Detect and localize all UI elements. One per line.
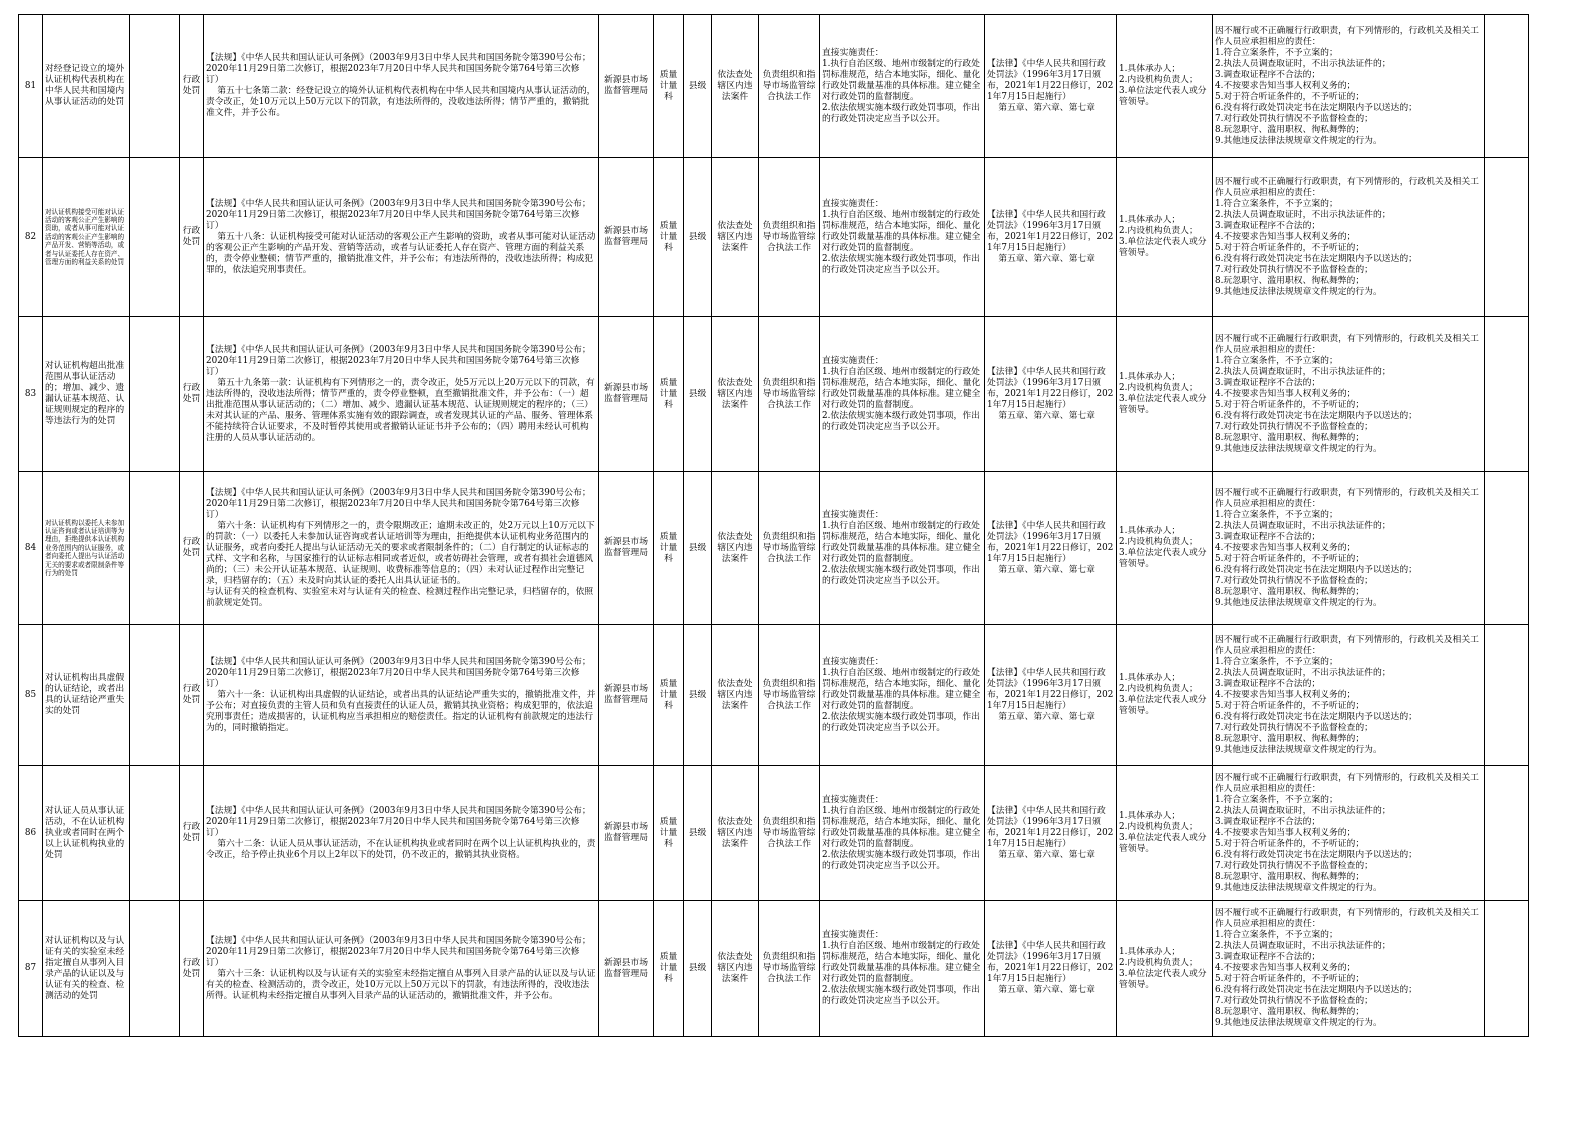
acc-line: 4.不按要求告知当事人权利义务的； — [1215, 80, 1356, 91]
acc-line: 3.调查取证程序不合法的； — [1215, 816, 1321, 827]
responsible-persons — [1117, 766, 1213, 901]
row-number: 81 — [19, 15, 43, 158]
row-number: 86 — [19, 766, 43, 901]
acc-line: 7.对行政处罚执行情况不予监督检查的； — [1215, 421, 1373, 432]
acc-line: 2.执法人员调查取证时，不出示执法证件的； — [1215, 941, 1391, 951]
acc-line: 9.其他违反法律法规规章文件规定的行为。 — [1215, 597, 1382, 608]
acc-line: 7.对行政处罚执行情况不予监督检查的； — [1215, 860, 1373, 871]
power-list-table — [18, 14, 1529, 1037]
legal-basis: 【法规】《中华人民共和国认证认可条例》（2003年9月3日中华人民共和国国务院令第390号公布；2020年11月29日第二次修订，根据2023年7月20日中华人民共和国国务院令第764号第三次修订） 第六十条：认证机构有下列情形之一的，责令限期改正；逾期未改正的，处2万元以上10万元以下的罚款：（一）以委托人未参加认证咨询或者认证培训等为理由，拒绝提供本认证机构业务范围内的认证服务，或者向委托人提出与认证活动无关的要求或者限制条件的；（二）自行制定的认证标志的式样、文字和名称，与国家推行的认证标志相同或者近似，或者妨碍社会管理，或者有损社会道德风尚的；（三）未公开认证基本规范、认证规则、收费标准等信息的；（四）未对认证过程作出完整记录，归档留存的；（五）未及时向其认证的委托人出具认证证书的。 与认证有关的检查机构、实验室未对与认证有关的检查、检测过程作出完整记录，归档留存的，依照前款规定处罚。 — [204, 472, 599, 625]
acc-line: 9.其他违反法律法规规章文件规定的行为。 — [1215, 135, 1382, 146]
acc-line: 4.不按要求告知当事人权利义务的； — [1215, 231, 1356, 242]
acc-line: 2.执法人员调查取证时，不出示执法证件的； — [1215, 58, 1391, 69]
person-line: 3.单位法定代表人或分管领导。 — [1119, 548, 1207, 569]
administrative-level: 县级 — [684, 901, 712, 1037]
table-row — [19, 766, 1529, 901]
responsible-office: 质量计量科 — [654, 158, 684, 317]
jurisdiction-scope: 依法查处辖区内违法案件 — [712, 766, 759, 901]
person-line: 1.具体承办人； — [1119, 372, 1181, 382]
person-line: 2.内设机构负责人； — [1119, 957, 1198, 968]
empty-cell — [130, 15, 180, 158]
responsibility-items — [820, 625, 985, 766]
implementing-department: 新源县市场监督管理局 — [599, 472, 654, 625]
person-line: 2.内设机构负责人； — [1119, 383, 1198, 393]
duty-line: 2.依法依规实施本级行政处罚事项，作出的行政处罚决定应当予以公开。 — [822, 253, 980, 275]
person-line: 3.单位法定代表人或分管领导。 — [1119, 86, 1207, 107]
person-line: 1.具体承办人； — [1119, 811, 1181, 821]
acc-line: 因不履行或不正确履行行政职责，有下列情形的，行政机关及相关工作人员应承担相应的责任： — [1215, 25, 1479, 47]
item-name: 对认证机构以委托人未参加认证咨询或者认证培训等为理由，拒绝提供本认证机构业务范围内的认证服务，或者向委托人提出与认证活动无关的要求或者限制条件等行为的处罚 — [43, 472, 130, 625]
person-line: 3.单位法定代表人或分管领导。 — [1119, 237, 1207, 258]
jurisdiction-scope: 依法查处辖区内违法案件 — [712, 317, 759, 472]
accountability-basis: 【法律】《中华人民共和国行政处罚法》（1996年3月17日颁布，2021年1月22日修订，2021年7月15日起施行） 第五章、第六章、第七章 — [985, 625, 1117, 766]
acc-line: 6.没有将行政处罚决定书在法定期限内予以送达的； — [1215, 102, 1417, 113]
acc-line: 3.调查取证程序不合法的； — [1215, 220, 1321, 231]
jurisdiction-scope: 依法查处辖区内违法案件 — [712, 625, 759, 766]
row-number: 83 — [19, 317, 43, 472]
jurisdiction-scope: 依法查处辖区内违法案件 — [712, 472, 759, 625]
item-type: 行政处罚 — [180, 472, 204, 625]
administrative-level: 县级 — [684, 158, 712, 317]
acc-line: 因不履行或不正确履行行政职责，有下列情形的，行政机关及相关工作人员应承担相应的责任： — [1215, 487, 1479, 509]
item-name: 对认证机构出具虚假的认证结论，或者出具的认证结论严重失实的处罚 — [43, 625, 130, 766]
table-body — [19, 15, 1529, 1037]
acc-line: 6.没有将行政处罚决定书在法定期限内予以送达的； — [1215, 564, 1417, 575]
implementing-department: 新源县市场监督管理局 — [599, 158, 654, 317]
department-role: 负责组织和指导市场监管综合执法工作 — [759, 15, 820, 158]
acc-line: 5.对于符合听证条件的，不予听证的； — [1215, 242, 1365, 253]
person-line: 3.单位法定代表人或分管领导。 — [1119, 833, 1207, 854]
implementing-department: 新源县市场监督管理局 — [599, 766, 654, 901]
row-number: 84 — [19, 472, 43, 625]
accountability-basis: 【法律】《中华人民共和国行政处罚法》（1996年3月17日颁布，2021年1月22日修订，2021年7月15日起施行） 第五章、第六章、第七章 — [985, 15, 1117, 158]
acc-line: 8.玩忽职守、滥用职权、徇私舞弊的； — [1215, 1007, 1365, 1017]
acc-line: 1.符合立案条件，不予立案的； — [1215, 794, 1338, 805]
administrative-level: 县级 — [684, 766, 712, 901]
duty-line: 直接实施责任： — [822, 355, 884, 366]
responsible-persons — [1117, 901, 1213, 1037]
acc-line: 5.对于符合听证条件的，不予听证的； — [1215, 700, 1365, 711]
person-line: 3.单位法定代表人或分管领导。 — [1119, 695, 1207, 716]
accountability-basis: 【法律】《中华人民共和国行政处罚法》（1996年3月17日颁布，2021年1月22日修订，2021年7月15日起施行） 第五章、第六章、第七章 — [985, 472, 1117, 625]
acc-line: 9.其他违反法律法规规章文件规定的行为。 — [1215, 1018, 1382, 1028]
acc-line: 6.没有将行政处罚决定书在法定期限内予以送达的； — [1215, 253, 1417, 264]
responsibility-items — [820, 472, 985, 625]
acc-line: 6.没有将行政处罚决定书在法定期限内予以送达的； — [1215, 711, 1417, 722]
responsible-persons — [1117, 472, 1213, 625]
acc-line: 5.对于符合听证条件的，不予听证的； — [1215, 838, 1365, 849]
accountability-basis: 【法律】《中华人民共和国行政处罚法》（1996年3月17日颁布，2021年1月22日修订，2021年7月15日起施行） 第五章、第六章、第七章 — [985, 158, 1117, 317]
responsible-persons — [1117, 158, 1213, 317]
remarks-cell — [1485, 317, 1529, 472]
acc-line: 3.调查取证程序不合法的； — [1215, 377, 1321, 388]
empty-cell — [130, 901, 180, 1037]
acc-line: 1.符合立案条件，不予立案的； — [1215, 930, 1338, 940]
accountability-basis: 【法律】《中华人民共和国行政处罚法》（1996年3月17日颁布，2021年1月22日修订，2021年7月15日起施行） 第五章、第六章、第七章 — [985, 317, 1117, 472]
acc-line: 9.其他违反法律法规规章文件规定的行为。 — [1215, 882, 1382, 893]
table-row — [19, 158, 1529, 317]
legal-basis: 【法规】《中华人民共和国认证认可条例》（2003年9月3日中华人民共和国国务院令第390号公布；2020年11月29日第二次修订，根据2023年7月20日中华人民共和国国务院令第764号第三次修订） 第六十二条：认证人员从事认证活动，不在认证机构执业或者同时在两个以上认证机构执业的，责令改正，给予停止执业6个月以上2年以下的处罚，仍不改正的，撤销其执业资格。 — [204, 766, 599, 901]
responsible-persons — [1117, 317, 1213, 472]
accountability-situations — [1213, 317, 1485, 472]
acc-line: 1.符合立案条件，不予立案的； — [1215, 656, 1338, 667]
empty-cell — [130, 625, 180, 766]
acc-line: 8.玩忽职守、滥用职权、徇私舞弊的； — [1215, 733, 1365, 744]
accountability-situations — [1213, 766, 1485, 901]
duty-line: 2.依法依规实施本级行政处罚事项，作出的行政处罚决定应当予以公开。 — [822, 564, 980, 586]
person-line: 1.具体承办人； — [1119, 946, 1181, 957]
remarks-cell — [1485, 472, 1529, 625]
person-line: 2.内设机构负责人； — [1119, 75, 1198, 85]
responsible-office: 质量计量科 — [654, 766, 684, 901]
acc-line: 7.对行政处罚执行情况不予监督检查的； — [1215, 575, 1373, 586]
responsibility-items — [820, 158, 985, 317]
acc-line: 6.没有将行政处罚决定书在法定期限内予以送达的； — [1215, 985, 1417, 995]
empty-cell — [130, 472, 180, 625]
duty-line: 1.执行自治区级、地州市级制定的行政处罚标准规范，结合本地实际，细化、量化行政处罚裁量基准的具体标准。建立健全对行政处罚的监督制度。 — [822, 520, 981, 564]
responsible-persons — [1117, 625, 1213, 766]
acc-line: 5.对于符合听证条件的，不予听证的； — [1215, 399, 1365, 410]
item-type: 行政处罚 — [180, 625, 204, 766]
responsibility-items — [820, 766, 985, 901]
acc-line: 8.玩忽职守、滥用职权、徇私舞弊的； — [1215, 275, 1365, 286]
item-name: 对认证机构以及与认证有关的实验室未经指定擅自从事列入目录产品的认证以及与认证有关的检查、检测活动的处罚 — [43, 901, 130, 1037]
table-row — [19, 317, 1529, 472]
acc-line: 7.对行政处罚执行情况不予监督检查的； — [1215, 722, 1373, 733]
acc-line: 8.玩忽职守、滥用职权、徇私舞弊的； — [1215, 871, 1365, 882]
person-line: 1.具体承办人； — [1119, 673, 1181, 683]
implementing-department: 新源县市场监督管理局 — [599, 15, 654, 158]
legal-basis: 【法规】《中华人民共和国认证认可条例》（2003年9月3日中华人民共和国国务院令第390号公布；2020年11月29日第二次修订，根据2023年7月20日中华人民共和国国务院令第764号第三次修订） 第六十一条：认证机构出具虚假的认证结论，或者出具的认证结论严重失实的，撤销批准文件，并予公布；对直接负责的主管人员和负有直接责任的认证人员，撤销其执业资格；构成犯罪的，依法追究刑事责任；造成损害的，认证机构应当承担相应的赔偿责任。指定的认证机构有前款规定的违法行为的，同时撤销指定。 — [204, 625, 599, 766]
acc-line: 7.对行政处罚执行情况不予监督检查的； — [1215, 264, 1373, 275]
accountability-situations — [1213, 158, 1485, 317]
duty-line: 1.执行自治区级、地州市级制定的行政处罚标准规范，结合本地实际，细化、量化行政处罚裁量基准的具体标准。建立健全对行政处罚的监督制度。 — [822, 366, 981, 410]
implementing-department: 新源县市场监督管理局 — [599, 625, 654, 766]
department-role: 负责组织和指导市场监管综合执法工作 — [759, 766, 820, 901]
acc-line: 因不履行或不正确履行行政职责，有下列情形的，行政机关及相关工作人员应承担相应的责任： — [1215, 908, 1479, 929]
duty-line: 1.执行自治区级、地州市级制定的行政处罚标准规范，结合本地实际，细化、量化行政处罚裁量基准的具体标准。建立健全对行政处罚的监督制度。 — [822, 667, 981, 711]
acc-line: 4.不按要求告知当事人权利义务的； — [1215, 827, 1356, 838]
remarks-cell — [1485, 901, 1529, 1037]
acc-line: 6.没有将行政处罚决定书在法定期限内予以送达的； — [1215, 849, 1417, 860]
responsible-office: 质量计量科 — [654, 15, 684, 158]
remarks-cell — [1485, 766, 1529, 901]
item-type: 行政处罚 — [180, 158, 204, 317]
duty-line: 直接实施责任： — [822, 198, 884, 209]
acc-line: 3.调查取证程序不合法的； — [1215, 952, 1321, 962]
table-row — [19, 901, 1529, 1037]
empty-cell — [130, 158, 180, 317]
acc-line: 3.调查取证程序不合法的； — [1215, 69, 1321, 80]
acc-line: 3.调查取证程序不合法的； — [1215, 531, 1321, 542]
acc-line: 9.其他违反法律法规规章文件规定的行为。 — [1215, 443, 1382, 454]
acc-line: 1.符合立案条件，不予立案的； — [1215, 47, 1338, 58]
acc-line: 6.没有将行政处罚决定书在法定期限内予以送达的； — [1215, 410, 1417, 421]
duty-line: 直接实施责任： — [822, 794, 884, 805]
acc-line: 2.执法人员调查取证时，不出示执法证件的； — [1215, 805, 1391, 816]
acc-line: 8.玩忽职守、滥用职权、徇私舞弊的； — [1215, 432, 1365, 443]
acc-line: 因不履行或不正确履行行政职责，有下列情形的，行政机关及相关工作人员应承担相应的责任： — [1215, 772, 1479, 794]
item-name: 对经登记设立的境外认证机构代表机构在中华人民共和国境内从事认证活动的处罚 — [43, 15, 130, 158]
item-name: 对认证机构超出批准范围从事认证活动的；增加、减少、遗漏认证基本规范、认证规则规定的程序的等违法行为的处罚 — [43, 317, 130, 472]
table-row — [19, 472, 1529, 625]
item-name: 对认证人员从事认证活动，不在认证机构执业或者同时在两个以上认证机构执业的处罚 — [43, 766, 130, 901]
acc-line: 1.符合立案条件，不予立案的； — [1215, 509, 1338, 520]
person-line: 1.具体承办人； — [1119, 64, 1181, 74]
person-line: 3.单位法定代表人或分管领导。 — [1119, 394, 1207, 415]
implementing-department: 新源县市场监督管理局 — [599, 901, 654, 1037]
acc-line: 8.玩忽职守、滥用职权、徇私舞弊的； — [1215, 124, 1365, 135]
duty-line: 2.依法依规实施本级行政处罚事项，作出的行政处罚决定应当予以公开。 — [822, 102, 980, 124]
person-line: 2.内设机构负责人； — [1119, 822, 1198, 832]
accountability-situations — [1213, 15, 1485, 158]
duty-line: 1.执行自治区级、地州市级制定的行政处罚标准规范，结合本地实际，细化、量化行政处罚裁量基准的具体标准。建立健全对行政处罚的监督制度。 — [822, 209, 981, 253]
administrative-level: 县级 — [684, 625, 712, 766]
responsible-office: 质量计量科 — [654, 901, 684, 1037]
responsibility-items — [820, 317, 985, 472]
duty-line: 2.依法依规实施本级行政处罚事项，作出的行政处罚决定应当予以公开。 — [822, 985, 980, 1006]
person-line: 2.内设机构负责人； — [1119, 226, 1198, 236]
accountability-situations — [1213, 901, 1485, 1037]
responsible-office: 质量计量科 — [654, 472, 684, 625]
department-role: 负责组织和指导市场监管综合执法工作 — [759, 625, 820, 766]
acc-line: 因不履行或不正确履行行政职责，有下列情形的，行政机关及相关工作人员应承担相应的责任： — [1215, 333, 1479, 355]
item-name: 对认证机构接受可能对认证活动的客观公正产生影响的资助，或者从事可能对认证活动的客观公正产生影响的产品开发、营销等活动，或者与认证委托人存在资产、管理方面的利益关系的处罚 — [43, 158, 130, 317]
acc-line: 4.不按要求告知当事人权利义务的； — [1215, 963, 1356, 973]
person-line: 2.内设机构负责人； — [1119, 684, 1198, 694]
legal-basis: 【法规】《中华人民共和国认证认可条例》（2003年9月3日中华人民共和国国务院令第390号公布；2020年11月29日第二次修订，根据2023年7月20日中华人民共和国国务院令第764号第三次修订） 第五十八条：认证机构接受可能对认证活动的客观公正产生影响的资助，或者从事可能对认证活动的客观公正产生影响的产品开发、营销等活动，或者与认证委托人存在资产、管理方面的利益关系的，责令停业整顿；情节严重的，撤销批准文件，并予公布；有违法所得的，没收违法所得；构成犯罪的，依法追究刑事责任。 — [204, 158, 599, 317]
accountability-situations — [1213, 472, 1485, 625]
jurisdiction-scope: 依法查处辖区内违法案件 — [712, 158, 759, 317]
row-number: 82 — [19, 158, 43, 317]
administrative-level: 县级 — [684, 317, 712, 472]
table-row — [19, 15, 1529, 158]
person-line: 1.具体承办人； — [1119, 215, 1181, 225]
implementing-department: 新源县市场监督管理局 — [599, 317, 654, 472]
responsibility-items — [820, 15, 985, 158]
person-line: 2.内设机构负责人； — [1119, 537, 1198, 547]
responsibility-items — [820, 901, 985, 1037]
remarks-cell — [1485, 15, 1529, 158]
acc-line: 1.符合立案条件，不予立案的； — [1215, 198, 1338, 209]
acc-line: 因不履行或不正确履行行政职责，有下列情形的，行政机关及相关工作人员应承担相应的责任： — [1215, 634, 1479, 656]
document-page — [18, 14, 1528, 1037]
acc-line: 5.对于符合听证条件的，不予听证的； — [1215, 553, 1365, 564]
duty-line: 直接实施责任： — [822, 930, 884, 940]
duty-line: 1.执行自治区级、地州市级制定的行政处罚标准规范，结合本地实际，细化、量化行政处罚裁量基准的具体标准。建立健全对行政处罚的监督制度。 — [822, 941, 981, 984]
row-number: 85 — [19, 625, 43, 766]
acc-line: 4.不按要求告知当事人权利义务的； — [1215, 542, 1356, 553]
duty-line: 2.依法依规实施本级行政处罚事项，作出的行政处罚决定应当予以公开。 — [822, 711, 980, 733]
duty-line: 1.执行自治区级、地州市级制定的行政处罚标准规范，结合本地实际，细化、量化行政处罚裁量基准的具体标准。建立健全对行政处罚的监督制度。 — [822, 58, 981, 102]
administrative-level: 县级 — [684, 472, 712, 625]
department-role: 负责组织和指导市场监管综合执法工作 — [759, 472, 820, 625]
duty-line: 2.依法依规实施本级行政处罚事项，作出的行政处罚决定应当予以公开。 — [822, 410, 980, 432]
item-type: 行政处罚 — [180, 317, 204, 472]
person-line: 3.单位法定代表人或分管领导。 — [1119, 968, 1207, 990]
jurisdiction-scope: 依法查处辖区内违法案件 — [712, 15, 759, 158]
acc-line: 7.对行政处罚执行情况不予监督检查的； — [1215, 113, 1373, 124]
item-type: 行政处罚 — [180, 766, 204, 901]
acc-line: 4.不按要求告知当事人权利义务的； — [1215, 689, 1356, 700]
responsible-office: 质量计量科 — [654, 317, 684, 472]
duty-line: 2.依法依规实施本级行政处罚事项，作出的行政处罚决定应当予以公开。 — [822, 849, 980, 871]
responsible-persons — [1117, 15, 1213, 158]
remarks-cell — [1485, 158, 1529, 317]
duty-line: 直接实施责任： — [822, 509, 884, 520]
administrative-level: 县级 — [684, 15, 712, 158]
legal-basis: 【法规】《中华人民共和国认证认可条例》（2003年9月3日中华人民共和国国务院令第390号公布；2020年11月29日第二次修订，根据2023年7月20日中华人民共和国国务院令第764号第三次修订） 第五十七条第二款：经登记设立的境外认证机构代表机构在中华人民共和国境内从事认证活动的，责令改正，处10万元以上50万元以下的罚款，有违法所得的，没收违法所得；情节严重的，撤销批准文件，并予公布。 — [204, 15, 599, 158]
item-type: 行政处罚 — [180, 15, 204, 158]
acc-line: 9.其他违反法律法规规章文件规定的行为。 — [1215, 744, 1382, 755]
acc-line: 7.对行政处罚执行情况不予监督检查的； — [1215, 996, 1373, 1006]
empty-cell — [130, 317, 180, 472]
person-line: 1.具体承办人； — [1119, 526, 1181, 536]
department-role: 负责组织和指导市场监管综合执法工作 — [759, 158, 820, 317]
accountability-basis: 【法律】《中华人民共和国行政处罚法》（1996年3月17日颁布，2021年1月22日修订，2021年7月15日起施行） 第五章、第六章、第七章 — [985, 901, 1117, 1037]
acc-line: 9.其他违反法律法规规章文件规定的行为。 — [1215, 286, 1382, 297]
duty-line: 1.执行自治区级、地州市级制定的行政处罚标准规范，结合本地实际，细化、量化行政处罚裁量基准的具体标准。建立健全对行政处罚的监督制度。 — [822, 805, 981, 849]
acc-line: 5.对于符合听证条件的，不予听证的； — [1215, 91, 1365, 102]
acc-line: 1.符合立案条件，不予立案的； — [1215, 355, 1338, 366]
acc-line: 8.玩忽职守、滥用职权、徇私舞弊的； — [1215, 586, 1365, 597]
empty-cell — [130, 766, 180, 901]
acc-line: 2.执法人员调查取证时，不出示执法证件的； — [1215, 667, 1391, 678]
remarks-cell — [1485, 625, 1529, 766]
accountability-basis: 【法律】《中华人民共和国行政处罚法》（1996年3月17日颁布，2021年1月22日修订，2021年7月15日起施行） 第五章、第六章、第七章 — [985, 766, 1117, 901]
table-row — [19, 625, 1529, 766]
item-type: 行政处罚 — [180, 901, 204, 1037]
duty-line: 直接实施责任： — [822, 656, 884, 667]
legal-basis: 【法规】《中华人民共和国认证认可条例》（2003年9月3日中华人民共和国国务院令第390号公布；2020年11月29日第二次修订，根据2023年7月20日中华人民共和国国务院令第764号第三次修订） 第五十九条第一款：认证机构有下列情形之一的，责令改正，处5万元以上20万元以下的罚款，有违法所得的，没收违法所得；情节严重的，责令停业整顿，直至撤销批准文件，并予公布：（一）超出批准范围从事认证活动的；（二）增加、减少、遗漏认证基本规范、认证规则规定的程序的；（三）未对其认证的产品、服务、管理体系实施有效的跟踪调查，或者发现其认证的产品、服务、管理体系不能持续符合认证要求，不及时暂停其使用或者撤销认证证书并予公布的；（四）聘用未经认可机构注册的人员从事认证活动的。 — [204, 317, 599, 472]
responsible-office: 质量计量科 — [654, 625, 684, 766]
duty-line: 直接实施责任： — [822, 47, 884, 58]
row-number: 87 — [19, 901, 43, 1037]
department-role: 负责组织和指导市场监管综合执法工作 — [759, 317, 820, 472]
acc-line: 因不履行或不正确履行行政职责，有下列情形的，行政机关及相关工作人员应承担相应的责任： — [1215, 176, 1479, 198]
acc-line: 2.执法人员调查取证时，不出示执法证件的； — [1215, 209, 1391, 220]
acc-line: 2.执法人员调查取证时，不出示执法证件的； — [1215, 366, 1391, 377]
accountability-situations — [1213, 625, 1485, 766]
legal-basis: 【法规】《中华人民共和国认证认可条例》（2003年9月3日中华人民共和国国务院令第390号公布；2020年11月29日第二次修订，根据2023年7月20日中华人民共和国国务院令第764号第三次修订） 第六十三条：认证机构以及与认证有关的实验室未经指定擅自从事列入目录产品的认证以及与认证有关的检查、检测活动的，责令改正，处10万元以上50万元以下的罚款，有违法所得的，没收违法所得。认证机构未经指定擅自从事列入目录产品的认证活动的，撤销批准文件，并予公布。 — [204, 901, 599, 1037]
acc-line: 4.不按要求告知当事人权利义务的； — [1215, 388, 1356, 399]
acc-line: 2.执法人员调查取证时，不出示执法证件的； — [1215, 520, 1391, 531]
acc-line: 5.对于符合听证条件的，不予听证的； — [1215, 974, 1365, 984]
acc-line: 3.调查取证程序不合法的； — [1215, 678, 1321, 689]
department-role: 负责组织和指导市场监管综合执法工作 — [759, 901, 820, 1037]
jurisdiction-scope: 依法查处辖区内违法案件 — [712, 901, 759, 1037]
